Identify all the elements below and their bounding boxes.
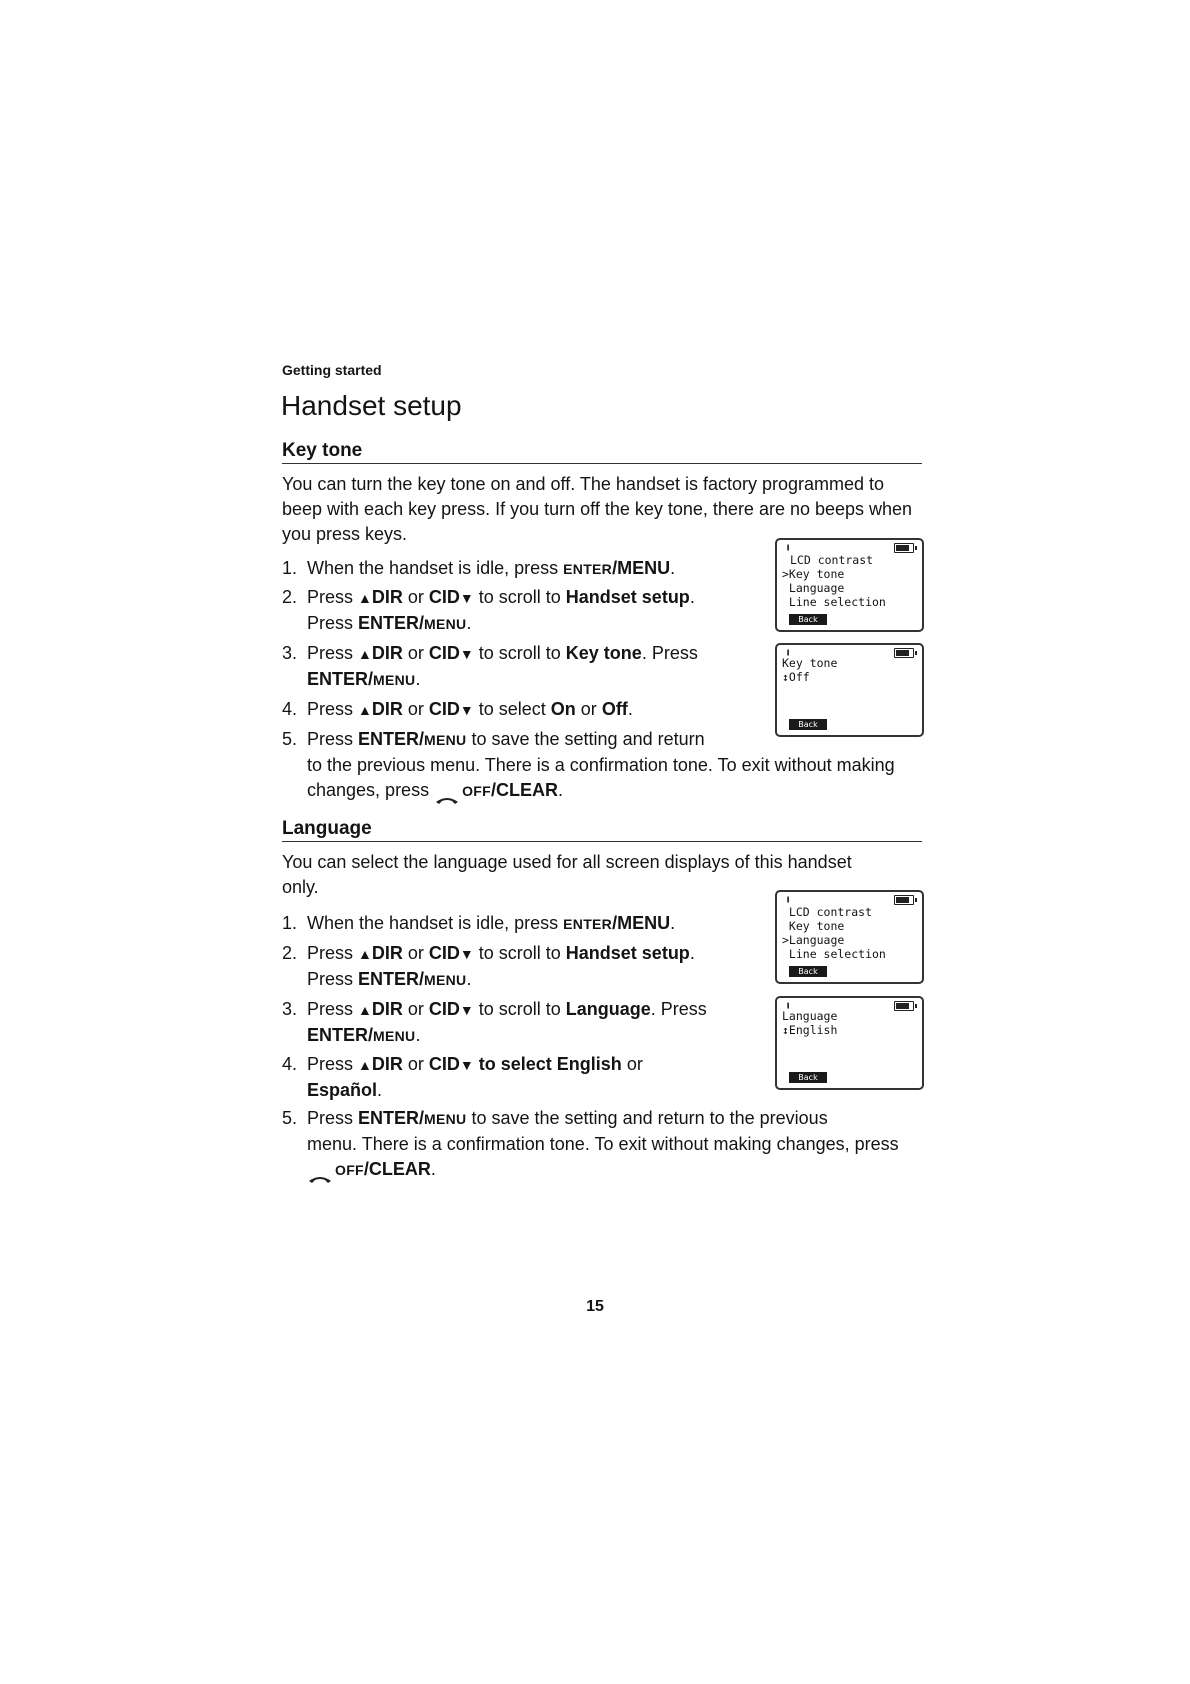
language-intro: You can select the language used for all screen displays of this handset only.	[282, 852, 852, 897]
period: .	[415, 1025, 421, 1045]
period: .	[670, 913, 676, 933]
language-step-3	[282, 997, 767, 1049]
slash: /	[419, 613, 425, 633]
slash: /	[490, 780, 496, 800]
slash: /	[363, 1159, 369, 1179]
language-step-2	[282, 941, 762, 993]
or-text: or	[402, 587, 429, 607]
battery-icon	[894, 648, 914, 658]
scroll-text: to scroll to	[473, 999, 566, 1019]
dir-key: DIR	[371, 643, 403, 663]
or-text: or	[575, 699, 602, 719]
or-text: or	[402, 943, 429, 963]
enter-key: ENTER	[358, 969, 420, 989]
back-softkey: Back	[789, 966, 827, 977]
exit-text: menu. There is a confirmation tone. To exit without making changes, press	[307, 1134, 899, 1154]
step-number: 3.	[282, 643, 298, 663]
menu-key: MENU	[373, 672, 416, 688]
handset-setup-menu: Handset setup	[565, 587, 690, 607]
period: .	[670, 558, 676, 578]
screen-line: ↕Off	[782, 670, 810, 684]
dir-key: DIR	[371, 943, 403, 963]
screen-line: >Key tone	[782, 567, 845, 581]
press-text: Press	[307, 943, 359, 963]
dir-key: DIR	[371, 699, 403, 719]
down-arrow-icon: ▼	[459, 590, 474, 606]
slash: /	[612, 558, 618, 578]
cid-key: CID	[428, 587, 460, 607]
espanol-option: Español	[307, 1080, 378, 1100]
menu-key: MENU	[617, 913, 671, 933]
screen-line: LCD contrast	[790, 553, 874, 567]
press-text: Press	[307, 643, 359, 663]
section-eyebrow: Getting started	[282, 362, 382, 378]
down-arrow-icon: ▼	[459, 1002, 474, 1018]
scroll-text: to scroll to	[473, 643, 566, 663]
slash: /	[419, 729, 425, 749]
press-text: Press	[307, 699, 359, 719]
period: .	[689, 587, 695, 607]
dir-key: DIR	[371, 587, 403, 607]
slash: /	[368, 669, 374, 689]
period: .	[466, 613, 472, 633]
screen-line: Line selection	[782, 947, 886, 961]
clear-key: CLEAR	[496, 780, 558, 800]
menu-key: MENU	[424, 972, 467, 988]
or-text: or	[402, 699, 429, 719]
lcd-screen-handset-menu-language	[775, 890, 924, 984]
battery-icon	[894, 895, 914, 905]
lcd-screen-key-tone	[775, 643, 924, 737]
key-tone-step-5	[282, 727, 922, 804]
page-title: Handset setup	[281, 390, 462, 421]
menu-key: MENU	[424, 1111, 467, 1127]
handset-setup-menu: Handset setup	[565, 943, 690, 963]
save-text: to save the setting and return to the previous	[466, 1108, 828, 1128]
key-tone-step-3	[282, 641, 762, 693]
up-arrow-icon: ▲	[358, 646, 372, 662]
lcd-screen-handset-menu	[775, 538, 924, 632]
screen-line: Language	[782, 1009, 838, 1023]
key-tone-heading: Key tone	[282, 440, 922, 464]
period: .	[377, 1080, 383, 1100]
period: .	[558, 780, 564, 800]
enter-key: ENTER	[563, 561, 613, 577]
period: .	[689, 943, 695, 963]
press-text: Press	[307, 1054, 359, 1074]
press-text: Press	[307, 613, 359, 633]
step-number: 3.	[282, 999, 298, 1019]
scroll-text: to scroll to	[473, 943, 566, 963]
select-english-text: to select English	[478, 1054, 622, 1074]
screen-line: >Language	[782, 933, 845, 947]
key-tone-step-2	[282, 585, 762, 637]
clear-key: CLEAR	[368, 1159, 431, 1179]
dir-key: DIR	[371, 999, 403, 1019]
or-text: or	[621, 1054, 643, 1074]
enter-key: ENTER	[307, 669, 369, 689]
antenna-icon: ╻	[785, 998, 792, 1009]
screen-line: ↕English	[782, 1023, 838, 1037]
slash: /	[368, 1025, 374, 1045]
enter-key: ENTER	[358, 1108, 420, 1128]
screen-lines	[782, 905, 886, 961]
period: .	[627, 699, 633, 719]
exit-text: to the previous menu. There is a confirmation tone. To exit without making changes, press	[307, 755, 895, 800]
language-step-4	[282, 1052, 767, 1103]
press-text: Press	[307, 729, 359, 749]
step-number: 2.	[282, 943, 298, 963]
step-number: 1.	[282, 558, 298, 578]
cid-key: CID	[428, 1054, 460, 1074]
page-number: 15	[586, 1298, 604, 1315]
key-tone-section	[282, 440, 922, 547]
step-number: 4.	[282, 699, 298, 719]
up-arrow-icon: ▲	[358, 590, 372, 606]
language-section	[282, 818, 922, 900]
language-menu: Language	[565, 999, 651, 1019]
save-text: to save the setting and return	[466, 729, 705, 749]
phone-off-icon	[307, 1166, 333, 1175]
enter-key: ENTER	[563, 916, 613, 932]
or-text: or	[402, 1054, 429, 1074]
enter-key: ENTER	[307, 1025, 369, 1045]
down-arrow-icon: ▼	[459, 646, 474, 662]
select-text: to select	[473, 699, 551, 719]
battery-icon	[894, 1001, 914, 1011]
antenna-icon: ╻	[785, 645, 792, 656]
key-tone-menu: Key tone	[565, 643, 642, 663]
key-tone-intro: You can turn the key tone on and off. The handset is factory programmed to beep with each key press. If you turn off the key tone, there are no beeps when you press keys.	[282, 474, 913, 544]
language-step-1	[282, 911, 752, 937]
back-softkey: Back	[789, 1072, 827, 1083]
down-arrow-icon: ▼	[459, 1057, 474, 1073]
menu-key: MENU	[373, 1028, 416, 1044]
battery-icon	[894, 543, 914, 553]
down-arrow-icon: ▼	[459, 702, 474, 718]
cid-key: CID	[428, 999, 460, 1019]
up-arrow-icon: ▲	[358, 946, 372, 962]
period-press: . Press	[641, 643, 698, 663]
slash: /	[419, 969, 425, 989]
step-text: When the handset is idle, press	[307, 913, 564, 933]
language-step-5	[282, 1106, 922, 1183]
phone-off-icon	[434, 787, 460, 796]
off-key: OFF	[335, 1162, 364, 1178]
slash: /	[419, 1108, 425, 1128]
period: .	[415, 669, 421, 689]
menu-key: MENU	[617, 558, 671, 578]
screen-line: Line selection	[782, 595, 886, 609]
press-text: Press	[307, 587, 359, 607]
step-number: 5.	[282, 729, 298, 749]
off-option: Off	[601, 699, 628, 719]
on-option: On	[550, 699, 576, 719]
antenna-icon: ╻	[785, 892, 792, 903]
back-softkey: Back	[789, 719, 827, 730]
period-press: . Press	[650, 999, 707, 1019]
up-arrow-icon: ▲	[358, 1002, 372, 1018]
slash: /	[612, 913, 618, 933]
menu-key: MENU	[424, 616, 467, 632]
screen-lines	[782, 1009, 837, 1037]
up-arrow-icon: ▲	[358, 1057, 372, 1073]
scroll-text: to scroll to	[473, 587, 566, 607]
cid-key: CID	[428, 943, 460, 963]
lcd-screen-language	[775, 996, 924, 1090]
press-text: Press	[307, 1108, 359, 1128]
enter-key: ENTER	[358, 729, 420, 749]
step-text: When the handset is idle, press	[307, 558, 564, 578]
dir-key: DIR	[371, 1054, 403, 1074]
up-arrow-icon: ▲	[358, 702, 372, 718]
cid-key: CID	[428, 643, 460, 663]
step-number: 1.	[282, 913, 298, 933]
menu-key: MENU	[424, 732, 467, 748]
step-number: 4.	[282, 1054, 298, 1074]
cid-key: CID	[428, 699, 460, 719]
press-text: Press	[307, 999, 359, 1019]
screen-line: LCD contrast	[782, 905, 873, 919]
back-softkey: Back	[789, 614, 827, 625]
screen-lines	[782, 553, 886, 609]
screen-line: Key tone	[782, 656, 838, 670]
key-tone-step-1	[282, 556, 752, 582]
step-number: 5.	[282, 1108, 298, 1128]
key-tone-step-4	[282, 697, 762, 723]
screen-line: Key tone	[782, 919, 845, 933]
step-number: 2.	[282, 587, 298, 607]
or-text: or	[402, 643, 429, 663]
press-text: Press	[307, 969, 359, 989]
down-arrow-icon: ▼	[459, 946, 474, 962]
period: .	[430, 1159, 436, 1179]
enter-key: ENTER	[358, 613, 420, 633]
or-text: or	[402, 999, 429, 1019]
screen-line: Language	[782, 581, 845, 595]
screen-lines	[782, 656, 837, 684]
off-key: OFF	[462, 783, 491, 799]
language-heading: Language	[282, 818, 922, 842]
period: .	[466, 969, 472, 989]
antenna-icon: ╻	[785, 540, 792, 551]
